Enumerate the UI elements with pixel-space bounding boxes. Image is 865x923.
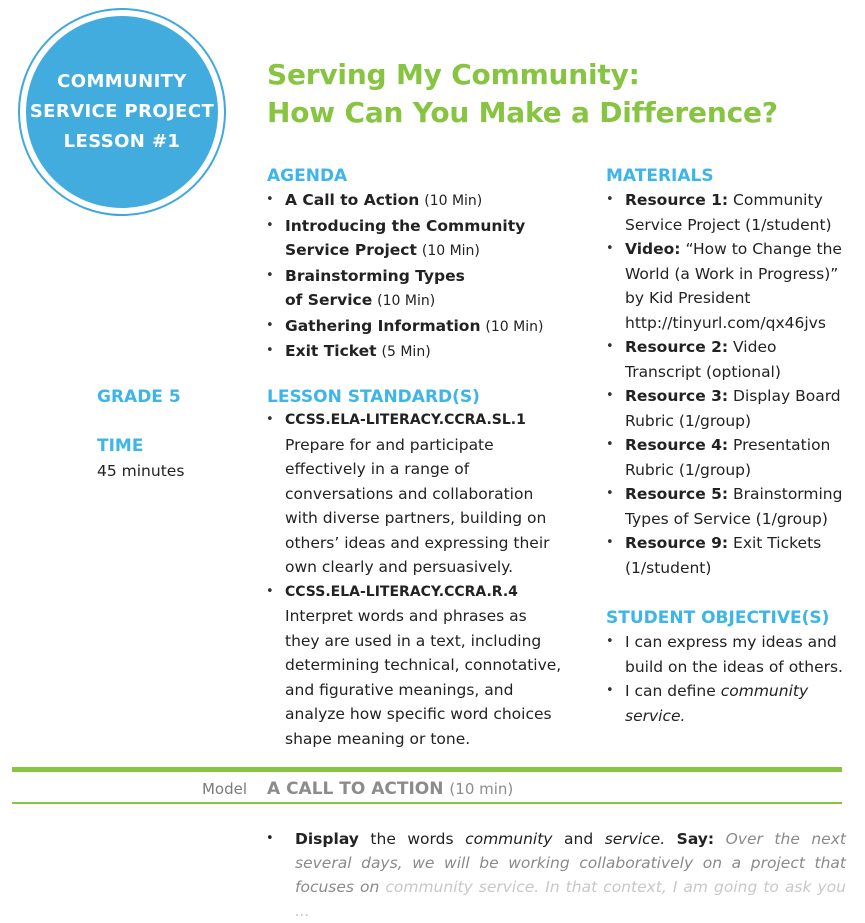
instruction-item <box>266 827 846 923</box>
section-label: Model <box>201 780 247 798</box>
objectives-list <box>606 630 851 728</box>
standard-text: Interpret words and phrases as they are used in a text, including determining technical, connotative, and figurative meanings, and analyze how specific word choices shape meaning or tone. <box>285 607 562 748</box>
section-rule-top <box>12 767 842 772</box>
material-label: Resource 3: <box>625 387 729 405</box>
agenda-item-title: A Call to Action <box>285 191 420 209</box>
agenda-item-title: • Brainstorming Types <box>285 266 465 285</box>
instruction-script: Over the next several days, we will be working collaboratively on a project that focuses on <box>295 830 846 896</box>
section-title <box>267 778 513 800</box>
agenda-item-duration: (10 Min) <box>424 193 483 209</box>
material-text: Community Service Project (1/student) <box>625 191 832 234</box>
lesson-title-line-1: Serving My Community: <box>267 58 640 91</box>
material-item <box>606 237 844 335</box>
agenda-list <box>266 188 556 365</box>
section-rule-bottom <box>12 802 842 804</box>
instruction-script-continued: community service. In that context, I am going to ask you ... <box>295 878 846 920</box>
time-value: 45 minutes <box>97 462 185 480</box>
agenda-item-title: Service Project <box>285 241 417 259</box>
material-item <box>606 335 844 384</box>
badge-line: LESSON #1 <box>63 131 181 152</box>
agenda-item-duration: (10 Min) <box>485 318 544 335</box>
material-label: Resource 4: <box>625 436 729 454</box>
lesson-badge <box>18 8 226 216</box>
agenda-item-title: • Introducing the Community <box>285 216 526 235</box>
materials-heading: MATERIALS <box>606 166 714 186</box>
agenda-item <box>266 214 556 264</box>
standard-text: Prepare for and participate effectively in a range of conversations and collaboration with diverse partners, building on others’ ideas and expressing their own clearly and persuasively. <box>285 435 550 576</box>
objectives-heading: STUDENT OBJECTIVE(S) <box>606 608 830 628</box>
material-item <box>606 384 844 433</box>
objective-text: I can express my ideas and build on the ideas of others. <box>625 633 843 676</box>
material-label: Resource 9: <box>625 534 729 552</box>
agenda-item-title: Gathering Information <box>285 316 481 335</box>
material-text: “How to Change the World (a Work in Progress)” by Kid President <box>625 240 842 307</box>
materials-list <box>606 188 844 580</box>
objective-item <box>606 630 851 679</box>
objective-term: community service. <box>625 682 809 725</box>
standard-code: • CCSS.ELA-LITERACY.CCRA.SL.1 <box>285 412 526 428</box>
instruction-term: community <box>465 830 553 848</box>
material-label: Resource 2: <box>625 338 729 356</box>
material-label: Video: <box>625 240 681 258</box>
instruction-text: and <box>564 830 594 848</box>
agenda-item-title: of Service <box>285 291 373 309</box>
material-item <box>606 531 844 580</box>
agenda-item-duration: (10 Min) <box>421 243 480 259</box>
agenda-item-duration: (5 Min) <box>381 344 431 360</box>
agenda-item-title: Exit Ticket <box>285 342 377 360</box>
agenda-item <box>266 314 556 340</box>
material-text: Exit Tickets (1/student) <box>625 534 822 577</box>
material-item <box>606 188 844 237</box>
instruction-verb: Display <box>295 830 359 848</box>
video-link[interactable]: http://tinyurl.com/qx46jvs <box>625 313 826 332</box>
badge-line: SERVICE PROJECT <box>29 101 215 122</box>
objective-item <box>606 679 851 728</box>
section-title-text: A CALL TO ACTION <box>267 779 444 799</box>
material-text: Display Board Rubric (1/group) <box>625 387 841 430</box>
agenda-item <box>266 339 556 365</box>
agenda-item <box>266 264 556 314</box>
instruction-say-label: Say: <box>676 830 715 848</box>
material-text: Presentation Rubric (1/group) <box>625 436 831 479</box>
lesson-title <box>267 56 778 132</box>
material-item <box>606 433 844 482</box>
material-label: Resource 1: <box>625 191 729 209</box>
badge-line: COMMUNITY <box>57 71 187 92</box>
standard-item <box>266 580 566 752</box>
instruction-term: service. <box>604 830 666 848</box>
instruction-text: the words <box>370 830 454 848</box>
standards-list <box>266 408 566 751</box>
section-duration: (10 min) <box>449 780 514 798</box>
agenda-item <box>266 188 556 214</box>
material-text: Video Transcript (optional) <box>625 338 781 381</box>
material-text: Brainstorming Types of Service (1/group) <box>625 485 843 528</box>
agenda-item-duration: (10 Min) <box>377 293 436 309</box>
lesson-title-line-2: How Can You Make a Difference? <box>267 96 778 129</box>
standard-code: • CCSS.ELA-LITERACY.CCRA.R.4 <box>285 583 518 600</box>
time-heading: TIME <box>97 436 144 456</box>
standards-heading: LESSON STANDARD(S) <box>267 387 480 407</box>
objective-text: I can define <box>625 682 716 700</box>
material-item <box>606 482 844 531</box>
grade-heading: GRADE 5 <box>97 387 181 407</box>
lesson-badge-fill <box>26 16 218 208</box>
agenda-heading: AGENDA <box>267 166 348 186</box>
standard-item <box>266 408 566 580</box>
material-label: Resource 5: <box>625 485 729 503</box>
